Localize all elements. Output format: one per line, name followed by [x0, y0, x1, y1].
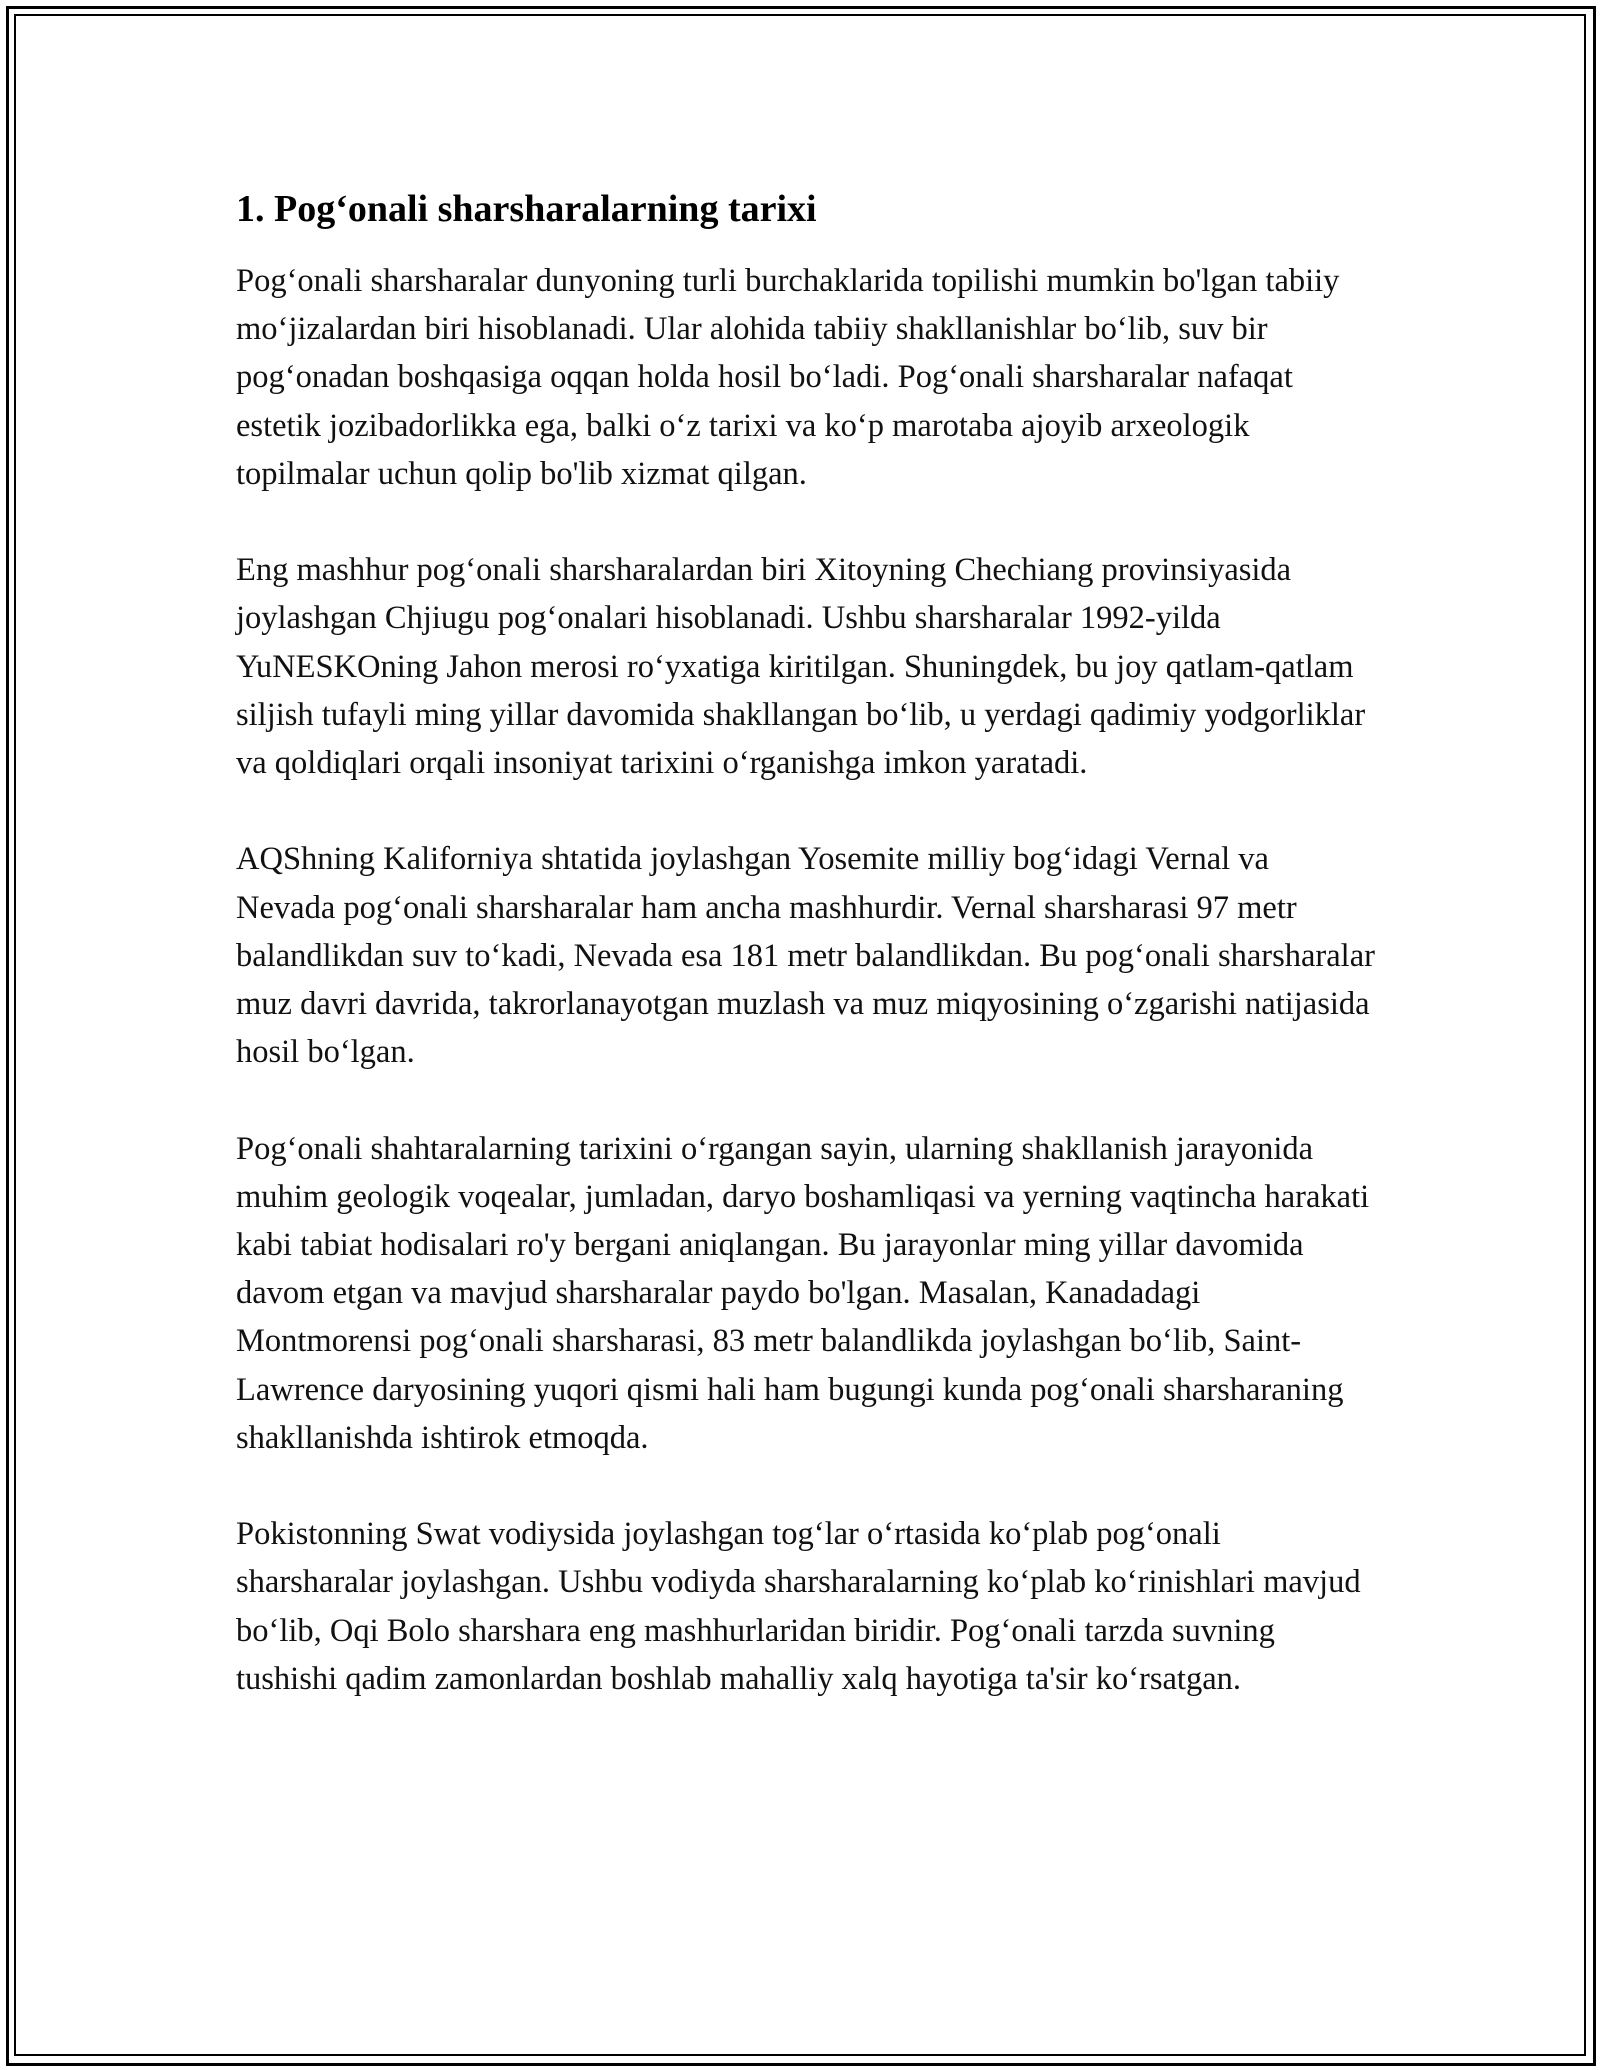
document-body — [236, 185, 1376, 1751]
paragraph-china-jiuzhai: Eng mashhur pog‘onali sharsharalardan biri Xitoyning Chechiang provinsiyasida joylashgan Chjiugu pog‘onalari hisoblanadi. Ushbu sharsharalar 1992-yilda YuNESKOning Jahon merosi ro‘yxatiga kiritilgan. Shuningdek, bu joy qatlam-qatlam siljish tufayli ming yillar davomida shakllangan bo‘lib, u yerdagi qadimiy yodgorliklar va qoldiqlari orqali insoniyat tarixini o‘rganishga imkon yaratadi. — [236, 552, 1366, 782]
section-title: 1. Pog‘onali sharsharalarning tarixi — [236, 188, 817, 230]
paragraph-yosemite: AQShning Kaliforniya shtatida joylashgan Yosemite milliy bog‘idagi Vernal va Nevada pog‘onali sharsharalar ham ancha mashhurdir. Vernal sharsharasi 97 metr balandlikdan suv to‘kadi, Nevada esa 181 metr balandlikdan. Bu pog‘onali sharsharalar muz davri davrida, takrorlanayotgan muzlash va muz miqyosining o‘zgarishi natijasida hosil bo‘lgan. — [236, 841, 1375, 1071]
paragraph-geology-montmorency: Pog‘onali shahtaralarning tarixini o‘rgangan sayin, ularning shakllanish jarayonida muhim geologik voqealar, jumladan, daryo boshamliqasi va yerning vaqtincha harakati kabi tabiat hodisalari ro'y bergani aniqlangan. Bu jarayonlar ming yillar davomida davom etgan va mavjud sharsharalar paydo bo'lgan. Masalan, Kanadadagi Montmorensi pog‘onali sharsharasi, 83 metr balandlikda joylashgan bo‘lib, Saint-Lawrence daryosining yuqori qismi hali ham bugungi kunda pog‘onali sharsharaning shakllanishda ishtirok etmoqda. — [236, 1130, 1370, 1456]
paragraph-history-intro: Pog‘onali sharsharalar dunyoning turli burchaklarida topilishi mumkin bo'lgan tabiiy mo‘jizalardan biri hisoblanadi. Ular alohida tabiiy shakllanishlar bo‘lib, suv bir pog‘onadan boshqasiga oqqan holda hosil bo‘ladi. Pog‘onali sharsharalar nafaqat estetik jozibadorlikka ega, balki o‘z tarixi va ko‘p marotaba ajoyib arxeologik topilmalar uchun qolip bo'lib xizmat qilgan. — [236, 263, 1340, 492]
paragraph-swat-valley: Pokistonning Swat vodiysida joylashgan tog‘lar o‘rtasida ko‘plab pog‘onali sharsharalar joylashgan. Ushbu vodiyda sharsharalarning ko‘plab ko‘rinishlari mavjud bo‘lib, Oqi Bolo sharshara eng mashhurlaridan biridir. Pog‘onali tarzda suvning tushishi qadim zamonlardan boshlab mahalliy xalq hayotiga ta'sir ko‘rsatgan. — [236, 1516, 1361, 1697]
